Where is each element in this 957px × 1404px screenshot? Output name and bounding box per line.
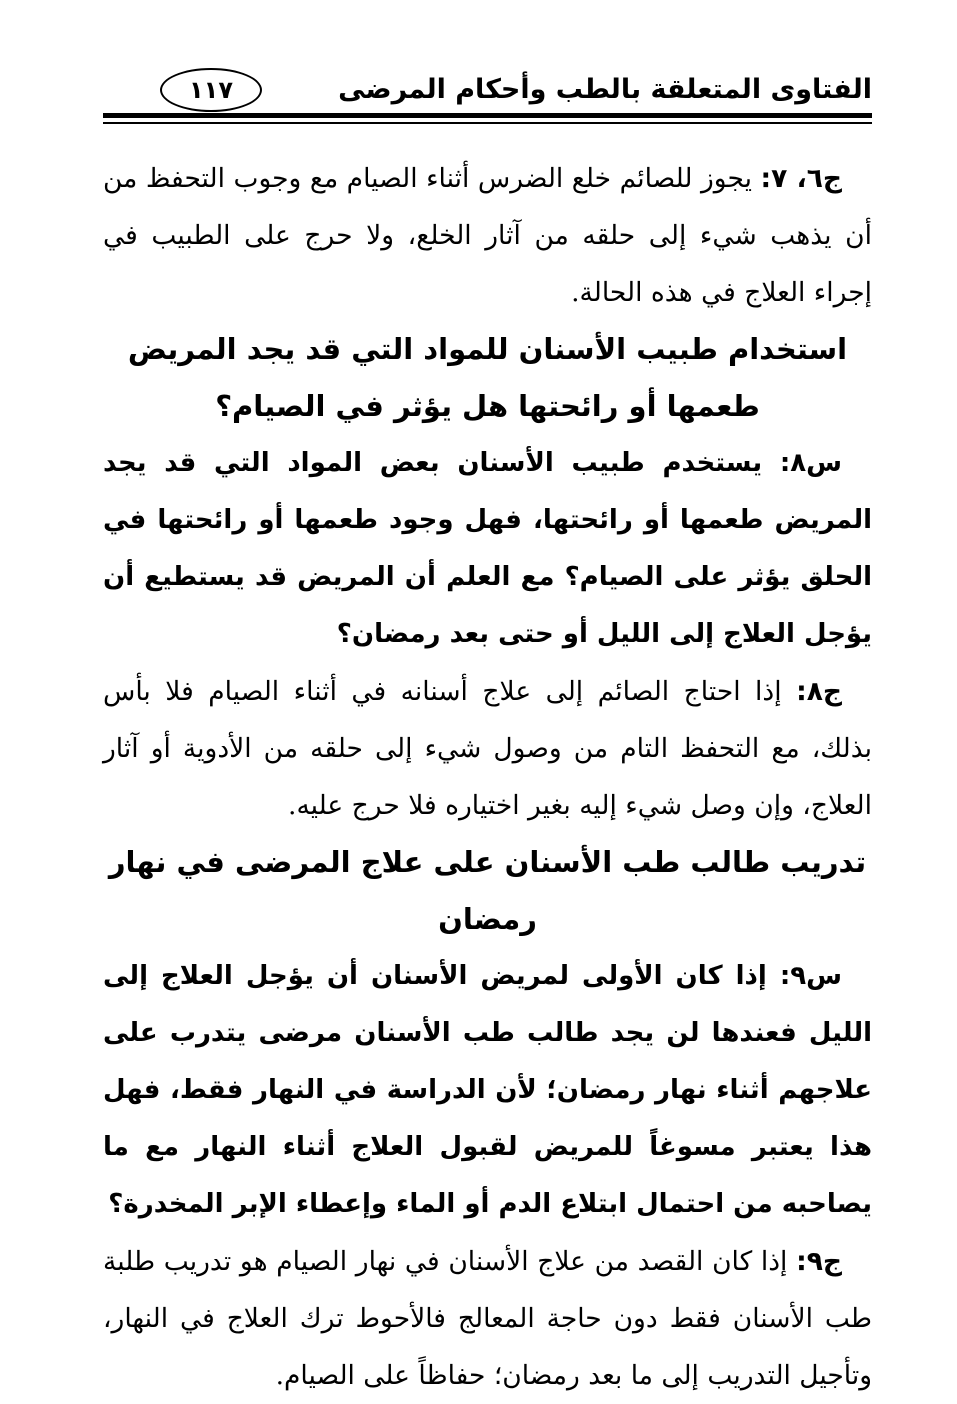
question-text: يستخدم طبيب الأسنان بعض المواد التي قد يجد المريض طعمها أو رائحتها، فهل وجود طعمها أو رائحتها في الحلق يؤثر على الصيام؟ مع العلم أن المريض قد يستطيع أن يؤجل العلاج إلى الليل أو حتى بعد رمضان؟ <box>103 448 872 649</box>
section-heading <box>103 321 872 435</box>
answer-text: إذا كان القصد من علاج الأسنان في نهار الصيام هو تدريب طلبة طب الأسنان فقط دون حاجة المعالج فالأحوط ترك العلاج في النهار، وتأجيل التدريب إلى ما بعد رمضان؛ حفاظاً على الصيام. <box>103 1246 872 1391</box>
heading-line: استخدام طبيب الأسنان للمواد التي قد يجد المريض <box>127 332 848 366</box>
page-body <box>103 150 872 1404</box>
question-text: إذا كان الأولى لمريض الأسنان أن يؤجل العلاج إلى الليل فعندها لن يجد طالب طب الأسنان مرضى يتدرب على علاجهم أثناء نهار رمضان؛ لأن الدراسة في النهار فقط، فهل هذا يعتبر مسوغاً للمريض لقبول العلاج أثناء النهار مع ما يصاحبه من احتمال ابتلاع الدم أو الماء وإعطاء الإبر المخدرة؟ <box>103 961 872 1219</box>
page-header <box>103 68 872 128</box>
section-heading <box>103 834 872 948</box>
answer-label: ج٩: <box>796 1246 842 1277</box>
answer-label: ج٦، ٧: <box>760 163 842 194</box>
heading-line: تدريب طالب طب الأسنان على علاج المرضى في نهار رمضان <box>108 845 867 936</box>
question-label: س٨: <box>779 448 842 478</box>
answer-9 <box>103 1233 872 1404</box>
page-number: ١١٧ <box>160 68 262 112</box>
question-label: س٩: <box>779 961 842 991</box>
header-rule-thick <box>103 113 872 118</box>
heading-line: طعمها أو رائحتها هل يؤثر في الصيام؟ <box>215 389 760 423</box>
answer-label: ج٨: <box>796 676 842 707</box>
answer-text: إذا احتاج الصائم إلى علاج أسنانه في أثناء الصيام فلا بأس بذلك، مع التحفظ التام من وصول شيء إلى حلقه من الأدوية أو آثار العلاج، وإن وصل شيء إليه بغير اختياره فلا حرج عليه. <box>103 676 872 821</box>
answer-8 <box>103 663 872 834</box>
running-title: الفتاوى المتعلقة بالطب وأحكام المرضى <box>338 74 872 105</box>
answer-6-7 <box>103 150 872 321</box>
question-8 <box>103 435 872 663</box>
answer-text: يجوز للصائم خلع الضرس أثناء الصيام مع وجوب التحفظ من أن يذهب شيء إلى حلقه من آثار الخلع، ولا حرج على الطبيب في إجراء العلاج في هذه الحالة. <box>103 163 872 308</box>
header-rule-thin <box>103 122 872 124</box>
question-9 <box>103 948 872 1233</box>
